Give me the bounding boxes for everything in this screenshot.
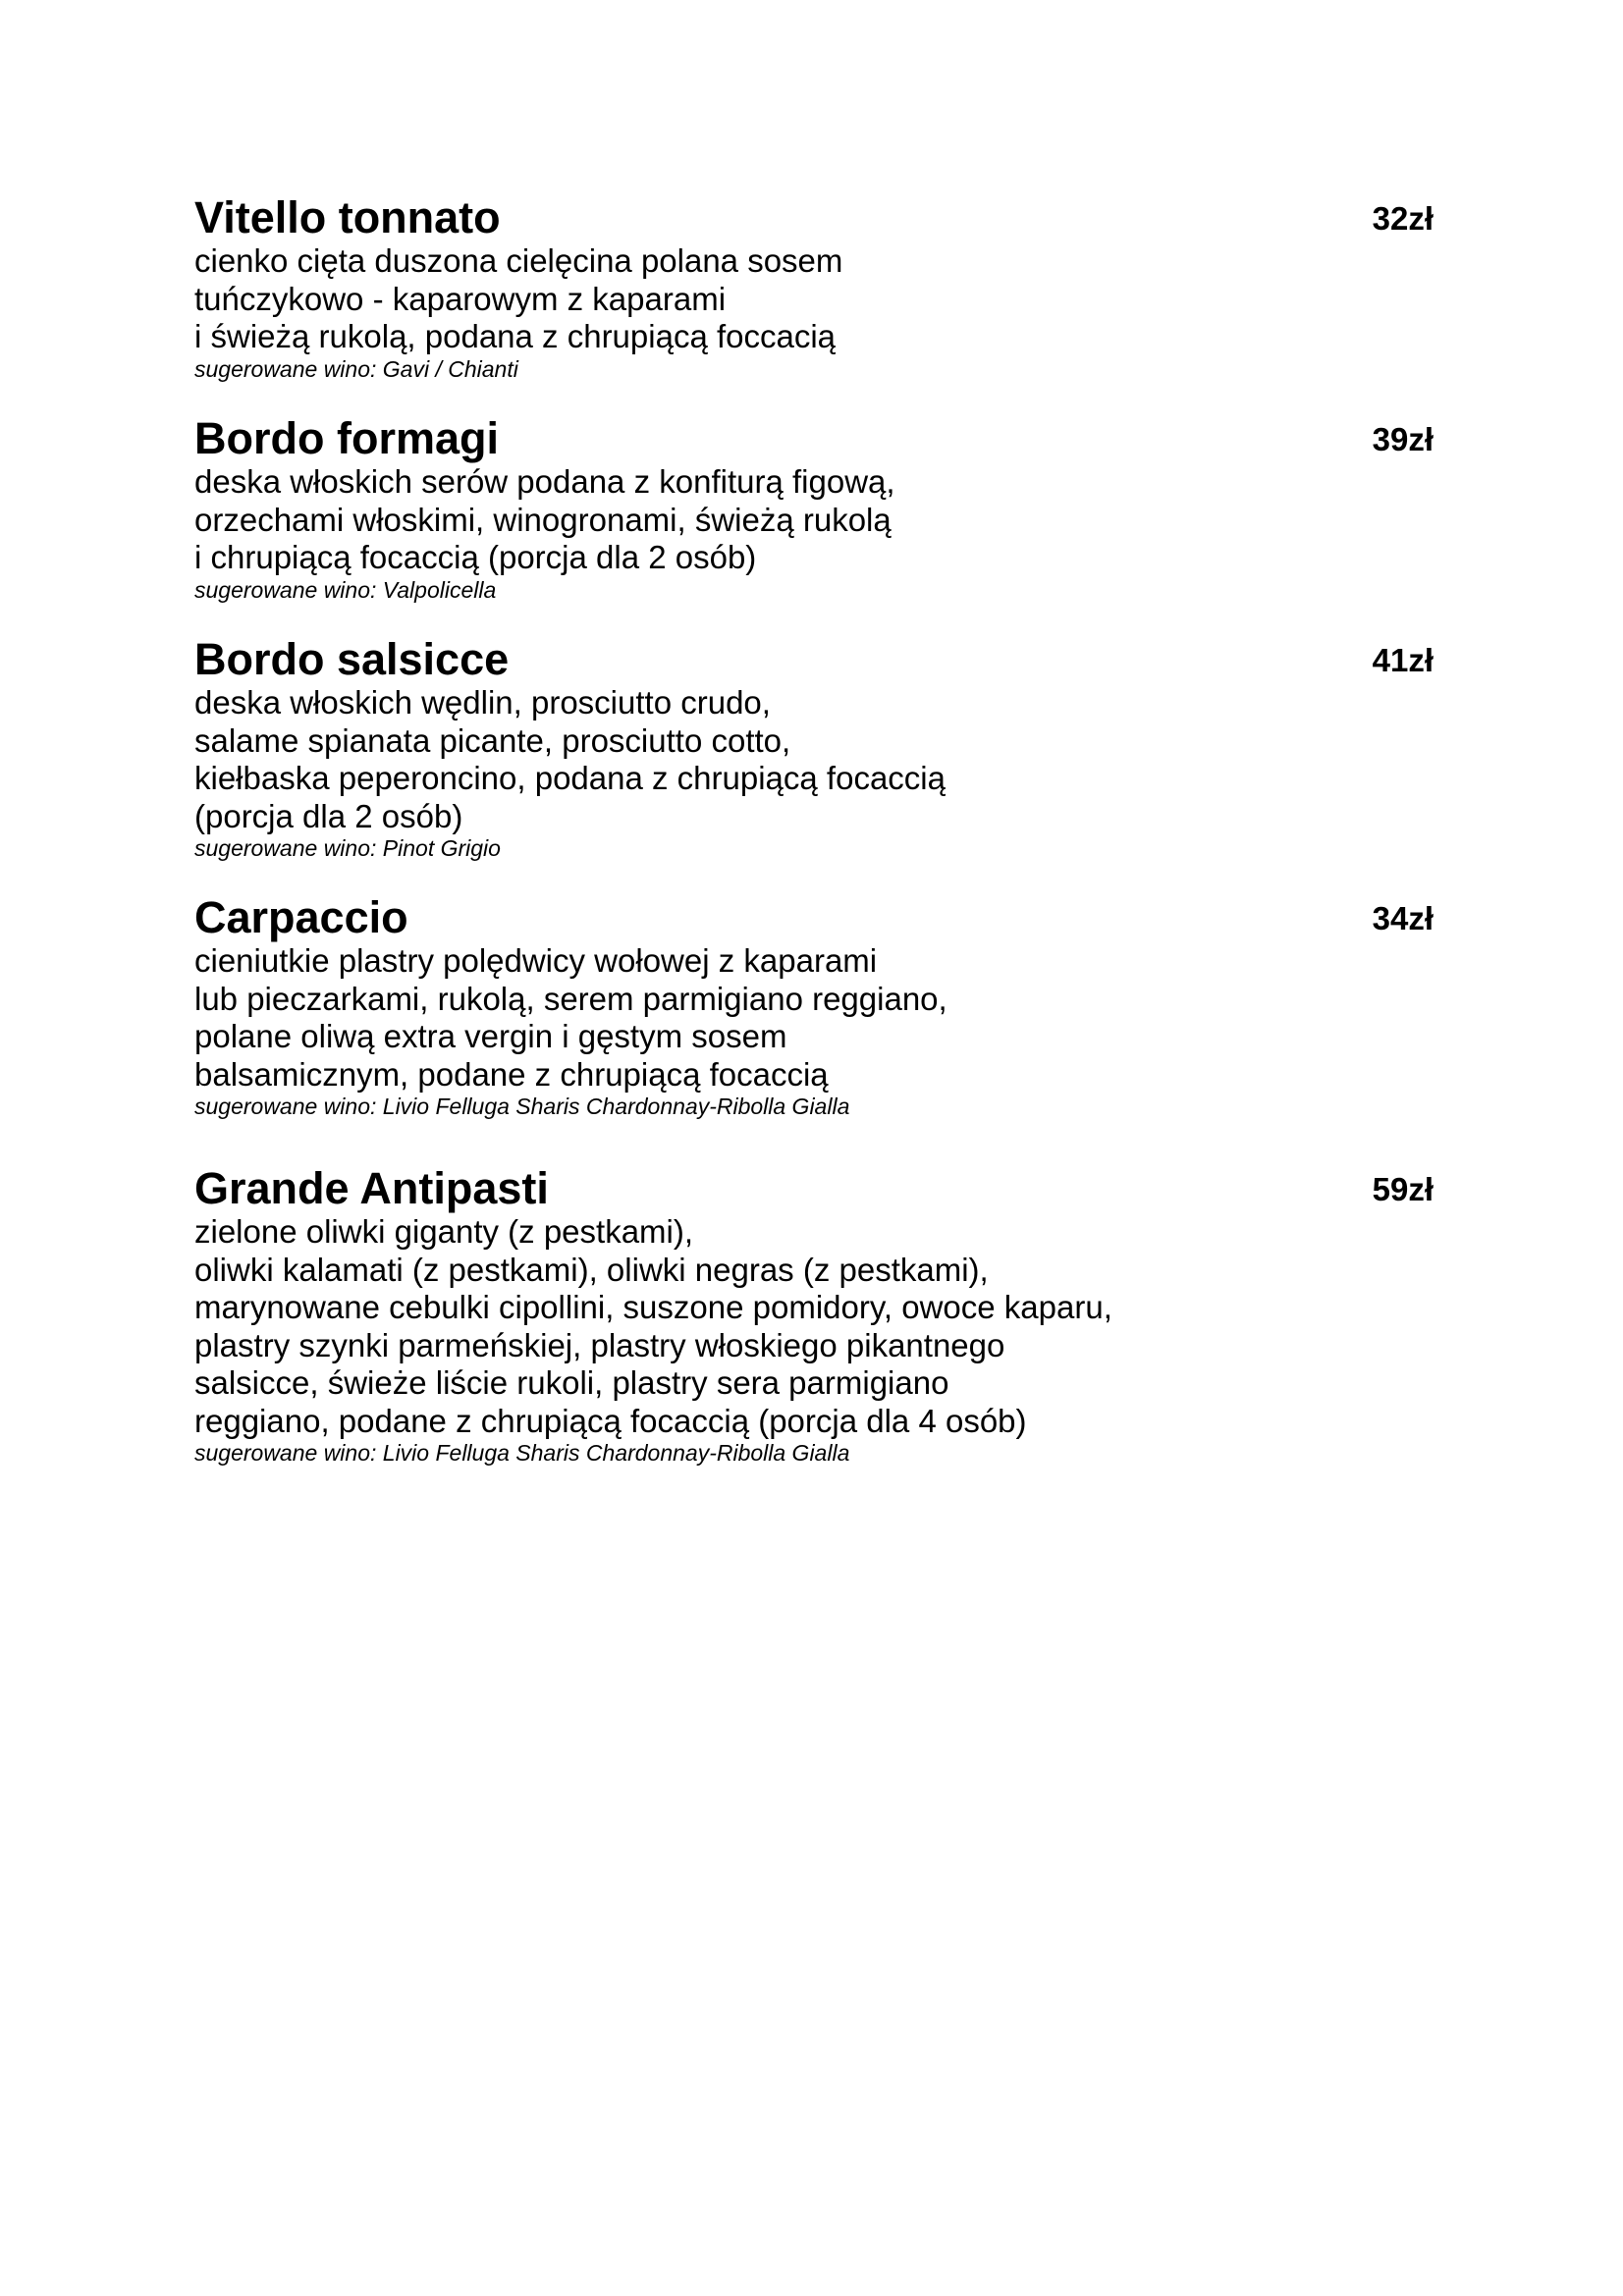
dish-description-line: (porcja dla 2 osób) [194,797,463,834]
dish-description-line: marynowane cebulki cipollini, suszone pomidory, owoce kaparu, [194,1289,1112,1325]
menu-item-bordo-salsicce [194,635,1434,862]
menu-item-grande-antipasti [194,1164,1434,1467]
dish-description-line: polane oliwą extra vergin i gęstym sosem [194,1018,787,1054]
dish-description-line: kiełbaska peperoncino, podana z chrupiącą focaccią [194,760,946,796]
menu-item-carpaccio [194,893,1434,1120]
menu-item-header [194,893,1434,942]
dish-description-line: deska włoskich wędlin, prosciutto crudo, [194,684,771,721]
dish-description-line: lub pieczarkami, rukolą, serem parmigiano reggiano, [194,980,947,1017]
dish-description-line: cieniutkie plastry polędwicy wołowej z kaparami [194,942,878,979]
wine-suggestion: sugerowane wino: Valpolicella [194,576,497,603]
dish-name: Bordo formagi [194,413,499,463]
dish-description-line: zielone oliwki giganty (z pestkami), [194,1213,694,1250]
menu-item-header [194,1164,1434,1213]
dish-price: 32zł [1372,200,1434,237]
dish-price: 34zł [1372,900,1434,936]
dish-description-line: oliwki kalamati (z pestkami), oliwki negras (z pestkami), [194,1251,989,1288]
menu-item-bordo-formagi [194,414,1434,604]
dish-description-line: reggiano, podane z chrupiącą focaccią (porcja dla 4 osób) [194,1402,1027,1439]
dish-description-line: orzechami włoskimi, winogronami, świeżą rukolą [194,501,892,538]
wine-suggestion: sugerowane wino: Livio Felluga Sharis Chardonnay-Ribolla Gialla [194,1440,850,1466]
dish-name: Vitello tonnato [194,192,501,242]
dish-name: Grande Antipasti [194,1163,549,1213]
dish-description-line: i świeżą rukolą, podana z chrupiącą foccacią [194,318,837,354]
dish-price: 59zł [1372,1171,1434,1207]
dish-description-line: balsamicznym, podane z chrupiącą focaccią [194,1055,829,1093]
dish-name: Bordo salsicce [194,634,510,684]
dish-description-line: cienko cięta duszona cielęcina polana sosem [194,242,843,279]
wine-suggestion: sugerowane wino: Gavi / Chianti [194,355,518,382]
dish-price: 41zł [1372,642,1434,678]
dish-price: 39zł [1372,421,1434,457]
dish-name: Carpaccio [194,892,408,942]
dish-description-line: salame spianata picante, prosciutto cotto, [194,721,791,759]
dish-description-line: tuńczykowo - kaparowym z kaparami [194,280,727,317]
menu-item-header [194,414,1434,463]
dish-description-line: deska włoskich serów podana z konfiturą figową, [194,463,895,500]
menu-item-header [194,193,1434,242]
wine-suggestion: sugerowane wino: Livio Felluga Sharis Chardonnay-Ribolla Gialla [194,1094,850,1119]
dish-description-line: i chrupiącą focaccią (porcja dla 2 osób) [194,539,757,575]
dish-description-line: salsicce, świeże liście rukoli, plastry sera parmigiano [194,1364,949,1401]
menu-item-vitello-tonnato [194,193,1434,383]
dish-description-line: plastry szynki parmeńskiej, plastry włoskiego pikantnego [194,1326,1005,1363]
wine-suggestion: sugerowane wino: Pinot Grigio [194,835,501,861]
menu-item-header [194,635,1434,684]
